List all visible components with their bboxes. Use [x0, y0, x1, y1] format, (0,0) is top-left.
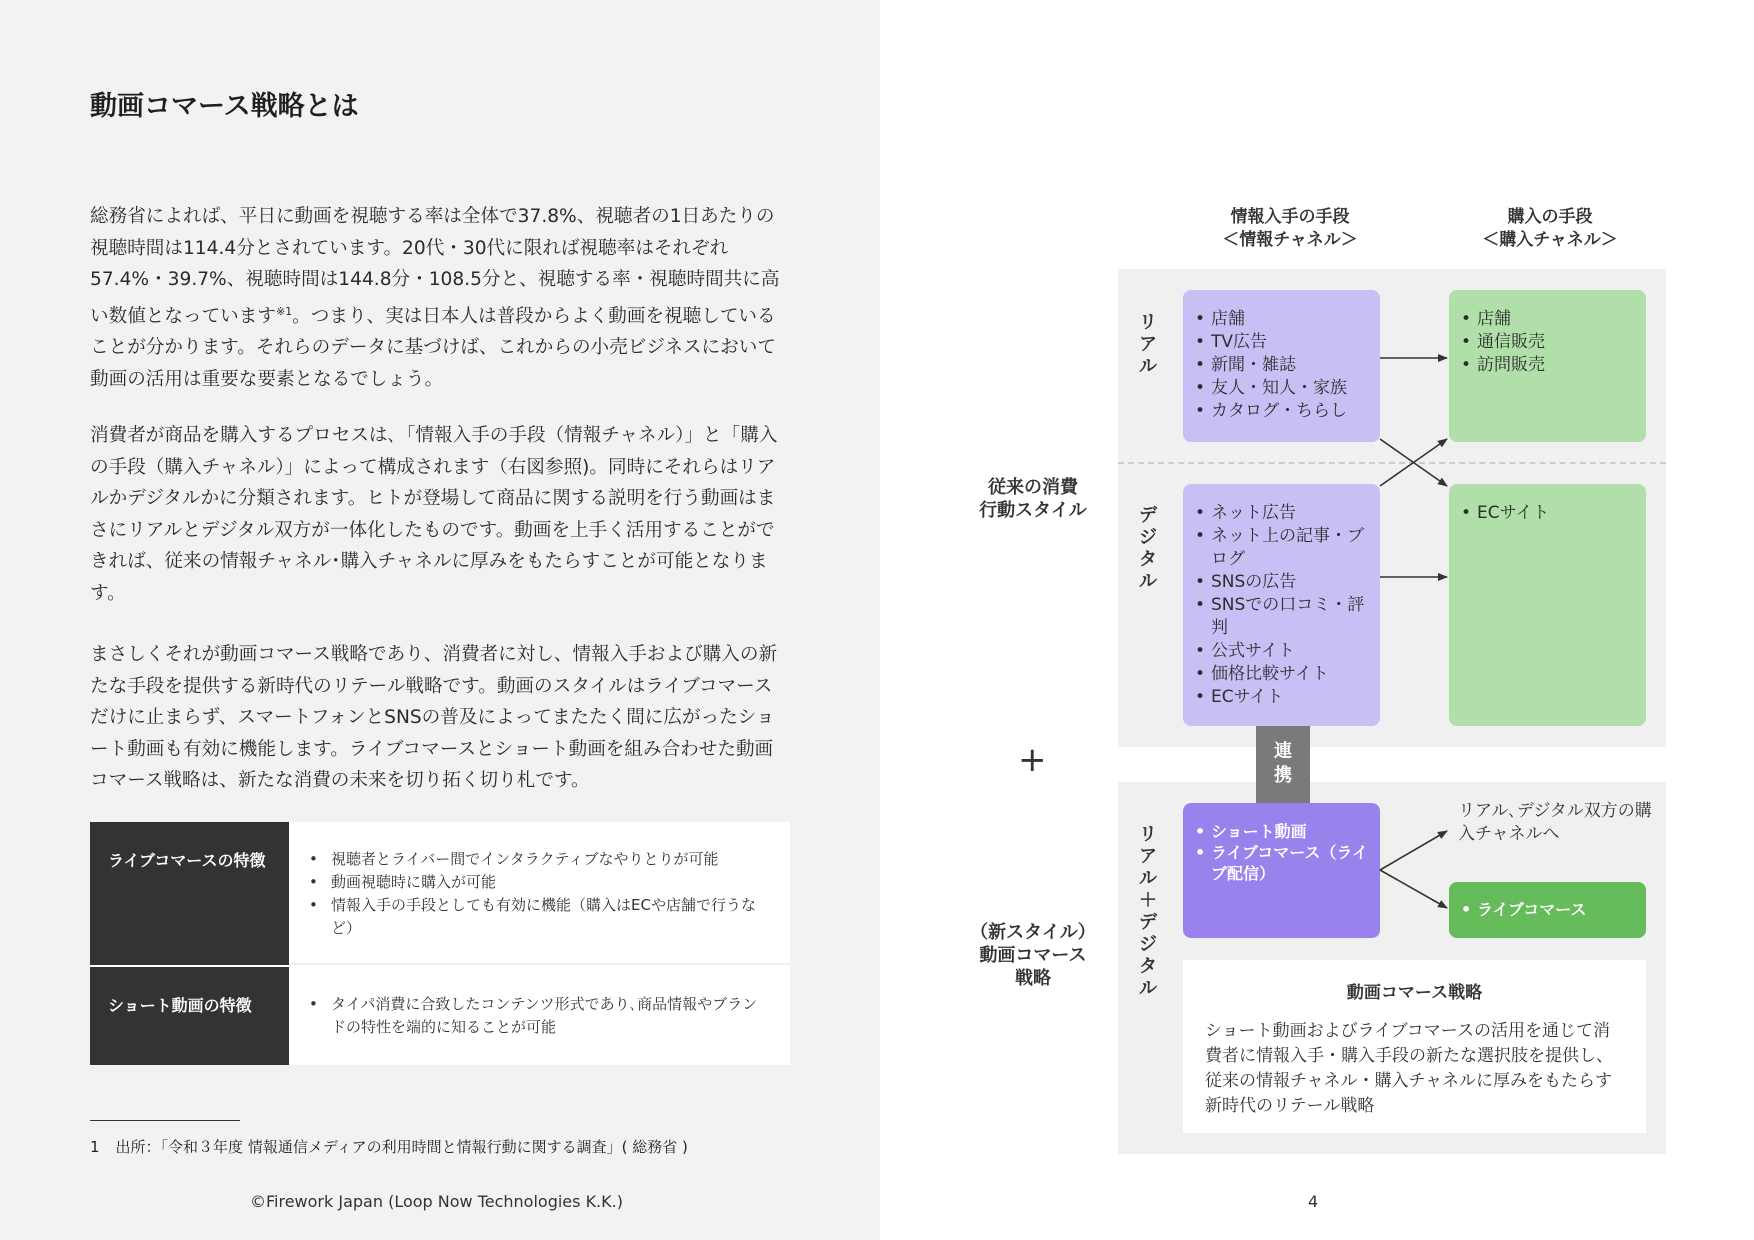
channel-item: • 店舗: [1459, 308, 1636, 331]
buy-channel-digital-box: [1449, 484, 1646, 726]
page-number: 4: [1308, 1192, 1319, 1211]
channel-item: • 通信販売: [1459, 331, 1636, 354]
side-traditional-line2: 行動スタイル: [979, 500, 1087, 521]
paragraph-intro-text-a: 総務省によれば、平日に動画を視聴する率は全体で37.8%、視聴者の1日あたりの視聴時間は114.4分とされています。20代・30代に限れば視聴率はそれぞれ57.4%・39.7%、視聴時間は144.8分・108.5分と、視聴する率・視聴時間共に高い数値となっています: [90, 206, 780, 327]
channel-item: • 訪問販売: [1459, 354, 1636, 377]
new-video-box: [1183, 803, 1380, 938]
header-buy-line1: 購入の手段: [1507, 207, 1593, 227]
feature-row-short-video: [90, 967, 790, 1065]
real-digital-divider: [1118, 462, 1666, 464]
row-label-digital: デジタル: [1139, 505, 1157, 592]
footnote-divider: [90, 1120, 240, 1121]
buy-channel-real-box: [1449, 290, 1646, 442]
page-title: 動画コマース戦略とは: [90, 91, 359, 122]
channel-item: • SNSの広告: [1193, 571, 1372, 594]
feature-item: • タイパ消費に合致したコンテンツ形式であり､商品情報やブランドの特性を端的に知ることが可能: [307, 993, 770, 1039]
footnote-number: 1: [90, 1138, 100, 1156]
row-label-real-digital: リアル＋デジタル: [1139, 824, 1157, 999]
channel-item: • ライブコマース: [1459, 898, 1636, 921]
channel-item: • 価格比較サイト: [1193, 663, 1372, 686]
paragraph-intro: [90, 201, 790, 395]
side-new-line3: 戦略: [1015, 968, 1051, 989]
link-label: 連携: [1274, 741, 1292, 786]
footnote: [90, 1136, 688, 1157]
link-connector: [1256, 726, 1310, 803]
channel-item: • TV広告: [1193, 331, 1370, 354]
feature-table: [90, 822, 790, 1065]
paragraph-intro-text-b: 。つまり、実は日本人は普段からよく動画を視聴していることが分かります。それらのデータに基づけば、これからの小売ビジネスにおいて動画の活用は重要な要素となるでしょう。: [90, 305, 776, 390]
feature-body: [289, 822, 790, 965]
channel-item: • ライブコマース（ライブ配信）: [1193, 842, 1370, 884]
footnote-text: 出所：「令和３年度 情報通信メディアの利用時間と情報行動に関する調査」( 総務省 ): [115, 1138, 688, 1156]
channel-item: • 店舗: [1193, 308, 1370, 331]
header-info-line2: ＜情報チャネル＞: [1222, 230, 1358, 250]
feature-heading: ショート動画の特徴: [90, 967, 289, 1065]
channel-item: • 公式サイト: [1193, 640, 1372, 663]
feature-item: • 情報入手の手段としても有効に機能（購入はECや店舗で行うなど）: [307, 894, 770, 940]
side-label-new-style: [970, 921, 1096, 990]
side-new-line2: 動画コマース: [979, 945, 1087, 966]
header-info-line1: 情報入手の手段: [1230, 207, 1350, 227]
info-channel-real-box: [1183, 290, 1380, 442]
live-commerce-box: [1449, 882, 1646, 938]
feature-heading: ライブコマースの特徴: [90, 822, 289, 965]
channel-item: • カタログ・ちらし: [1193, 400, 1370, 423]
feature-item: • 視聴者とライバー間でインタラクティブなやりとりが可能: [307, 848, 770, 871]
channel-item: • ECサイト: [1459, 502, 1636, 525]
strategy-box: [1183, 960, 1646, 1133]
channel-item: • ショート動画: [1193, 821, 1370, 842]
header-buy-line2: ＜購入チャネル＞: [1482, 230, 1618, 250]
info-channel-digital-box: [1183, 484, 1380, 726]
feature-row-live-commerce: [90, 822, 790, 965]
paragraph-process: 消費者が商品を購入するプロセスは､「情報入手の手段（情報チャネル）」と「購入の手段（購入チャネル）」によって構成されます（右図参照)。同時にそれらはリアルかデジタルかに分類されます。ヒトが登場して商品に関する説明を行う動画はまさにリアルとデジタル双方が一体化したものです。動画を上手く活用することができれば、従来の情報チャネル･購入チャネルに厚みをもたらすことが可能となります。: [90, 425, 778, 604]
plus-icon: +: [1018, 740, 1047, 780]
channel-item: • ネット上の記事・ブログ: [1193, 525, 1372, 571]
header-buy-channel: [1445, 206, 1655, 252]
copyright: ©Firework Japan (Loop Now Technologies K.K.): [250, 1192, 623, 1211]
channel-note: リアル､デジタル双方の購入チャネルへ: [1458, 801, 1652, 844]
footnote-reference: ※1: [275, 304, 293, 318]
header-info-channel: [1190, 206, 1390, 252]
feature-item: • 動画視聴時に購入が可能: [307, 871, 770, 894]
channel-item: • SNSでの口コミ・評判: [1193, 594, 1372, 640]
paragraph-strategy: まさしくそれが動画コマース戦略であり、消費者に対し、情報入手および購入の新たな手段を提供する新時代のリテール戦略です。動画のスタイルはライブコマースだけに止まらず、スマートフォンとSNSの普及によってまたたく間に広がったショート動画も有効に機能します。ライブコマースとショート動画を組み合わせた動画コマース戦略は、新たな消費の未来を切り拓く切り札です。: [90, 644, 778, 791]
strategy-text: ショート動画およびライブコマースの活用を通じて消費者に情報入手・購入手段の新たな選択肢を提供し、従来の情報チャネル・購入チャネルに厚みをもたらす新時代のリテール戦略: [1205, 1021, 1613, 1116]
side-label-traditional: [972, 476, 1094, 522]
row-label-real: リアル: [1139, 312, 1157, 377]
feature-body: [289, 967, 790, 1065]
side-traditional-line1: 従来の消費: [988, 477, 1078, 498]
side-new-line1: （新スタイル）: [970, 922, 1096, 943]
strategy-title: 動画コマース戦略: [1346, 983, 1483, 1003]
channel-item: • 友人・知人・家族: [1193, 377, 1370, 400]
channel-item: • ECサイト: [1193, 686, 1372, 709]
channel-item: • ネット広告: [1193, 502, 1372, 525]
channel-item: • 新聞・雑誌: [1193, 354, 1370, 377]
